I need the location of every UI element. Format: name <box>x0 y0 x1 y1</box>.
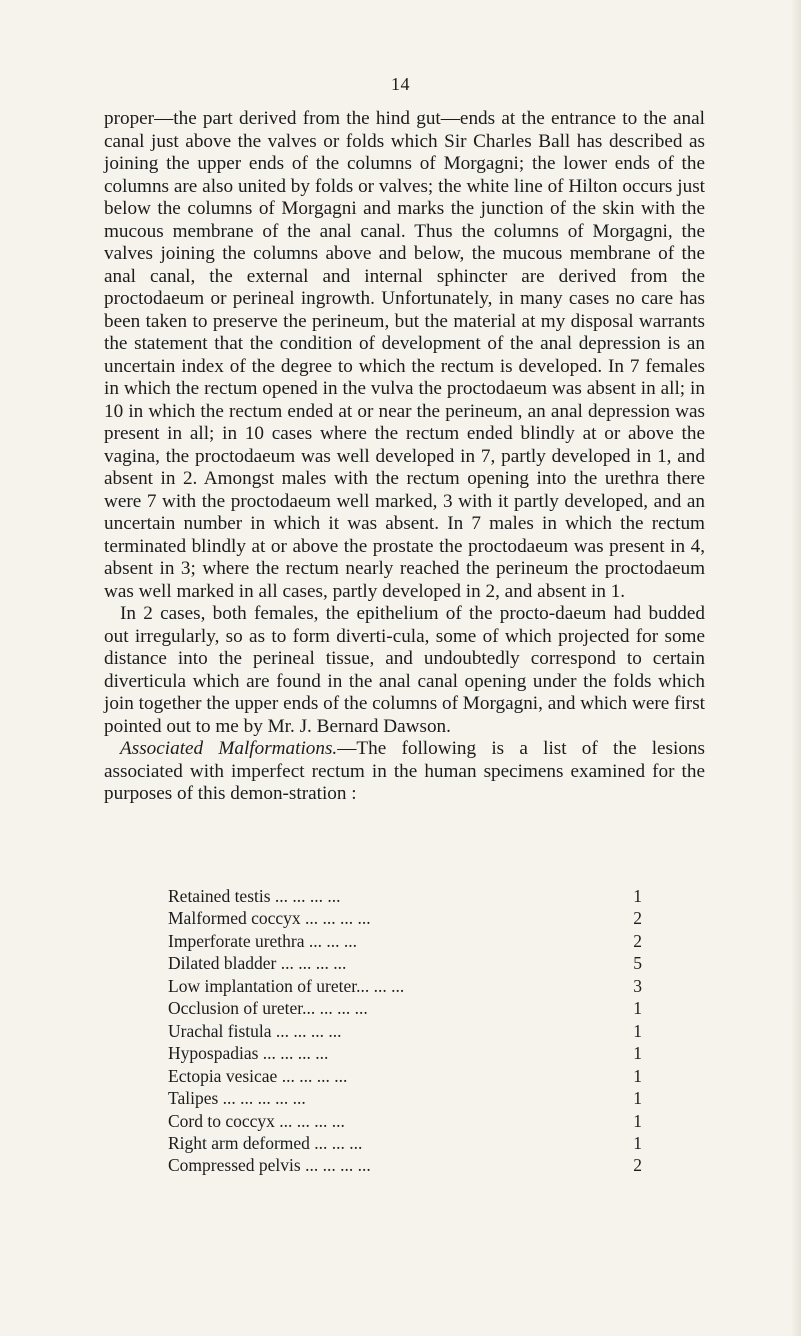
list-item-count: 2 <box>633 1155 642 1176</box>
list-item-count: 1 <box>633 1020 642 1041</box>
list-item-label: Cord to coccyx ... ... ... ... <box>168 1110 345 1131</box>
paragraph-proctodaeum: proper—the part derived from the hind gut—ends at the entrance to the anal canal just above the valves or folds which Sir Charles Ball has described as joining the upper ends of the columns of Morgagni; the lower ends of the columns are also united by folds or valves; the white line of Hilton occurs just below the columns of Morgagni and marks the junction of the skin with the mucous membrane of the anal canal. Thus the columns of Morgagni, the valves joining the columns above and below, the mucous membrane of the anal canal, the external and internal sphincter are derived from the proctodaeum or perineal ingrowth. Unfortunately, in many cases no care has been taken to preserve the perineum, but the material at my disposal warrants the statement that the condition of development of the anal depression is an uncertain index of the degree to which the rectum is developed. In 7 females in which the rectum opened in the vulva the proctodaeum was absent in all; in 10 in which the rectum ended at or near the perineum, an anal depression was present in all; in 10 cases where the rectum ended blindly at or above the vagina, the proctodaeum was well developed in 7, partly developed in 1, and absent in 2. Amongst males with the rectum opening into the urethra there were 7 with the proctodaeum well marked, 3 with it partly developed, and an uncertain number in which it was absent. In 7 males in which the rectum terminated blindly at or above the prostate the proctodaeum was present in 4, absent in 3; where the rectum nearly reached the perineum the proctodaeum was well marked in all cases, partly developed in 2, and absent in 1. <box>104 108 705 602</box>
list-item-label: Right arm deformed ... ... ... <box>168 1132 363 1153</box>
malformations-list <box>168 885 642 1177</box>
list-item-count: 1 <box>633 998 642 1019</box>
list-item-count: 1 <box>633 886 642 906</box>
list-item-label: Imperforate urethra ... ... ... <box>168 930 358 951</box>
list-item-label: Compressed pelvis ... ... ... ... <box>168 1155 371 1176</box>
section-intro-text: —The following is a list of the lesions associated with imperfect rectum in the human specimens examined for the purposes of this demon-stration : <box>104 738 705 804</box>
list-item <box>168 1110 642 1132</box>
list-item-label: Malformed coccyx ... ... ... ... <box>168 908 371 929</box>
body-text <box>104 108 705 806</box>
list-item-count: 1 <box>633 1132 642 1153</box>
list-item-count: 5 <box>633 953 642 974</box>
list-item-count: 3 <box>633 975 642 996</box>
list-item-label: Urachal fistula ... ... ... ... <box>168 1020 342 1041</box>
paragraph-diverticula: In 2 cases, both females, the epithelium of the procto-daeum had budded out irregularly, so as to form diverti-cula, some of which projected for some distance into the perineal tissue, and undoubtedly correspond to certain diverticula which are found in the anal canal opening under the folds which join together the upper ends of the columns of Morgagni, and which were first pointed out to me by Mr. J. Bernard Dawson. <box>104 603 705 737</box>
list-item <box>168 952 642 974</box>
list-item <box>168 930 642 952</box>
list-item-label: Talipes ... ... ... ... ... <box>168 1088 306 1109</box>
list-item-count: 1 <box>633 1088 642 1109</box>
list-item <box>168 997 642 1019</box>
paragraph-associated-malformations <box>104 738 705 806</box>
list-item <box>168 1042 642 1064</box>
list-item <box>168 1154 642 1176</box>
list-item-count: 2 <box>633 930 642 951</box>
list-item-label: Retained testis ... ... ... ... <box>168 886 341 906</box>
list-item <box>168 1020 642 1042</box>
list-item-count: 1 <box>633 1065 642 1086</box>
list-item <box>168 1087 642 1109</box>
list-item-label: Dilated bladder ... ... ... ... <box>168 953 347 974</box>
list-item-count: 1 <box>633 1110 642 1131</box>
section-heading: Associated Malformations. <box>120 738 338 759</box>
list-item-label: Low implantation of ureter... ... ... <box>168 975 405 996</box>
list-item-label: Occlusion of ureter... ... ... ... <box>168 998 368 1019</box>
list-item <box>168 1132 642 1154</box>
list-item-count: 1 <box>633 1043 642 1064</box>
list-item-label: Ectopia vesicae ... ... ... ... <box>168 1065 348 1086</box>
list-item <box>168 975 642 997</box>
page-number: 14 <box>391 74 410 94</box>
list-item <box>168 1065 642 1087</box>
list-item <box>168 885 642 907</box>
list-item-label: Hypospadias ... ... ... ... <box>168 1043 329 1064</box>
list-item-count: 2 <box>633 908 642 929</box>
page-edge-shadow <box>791 0 801 1336</box>
list-item <box>168 907 642 929</box>
